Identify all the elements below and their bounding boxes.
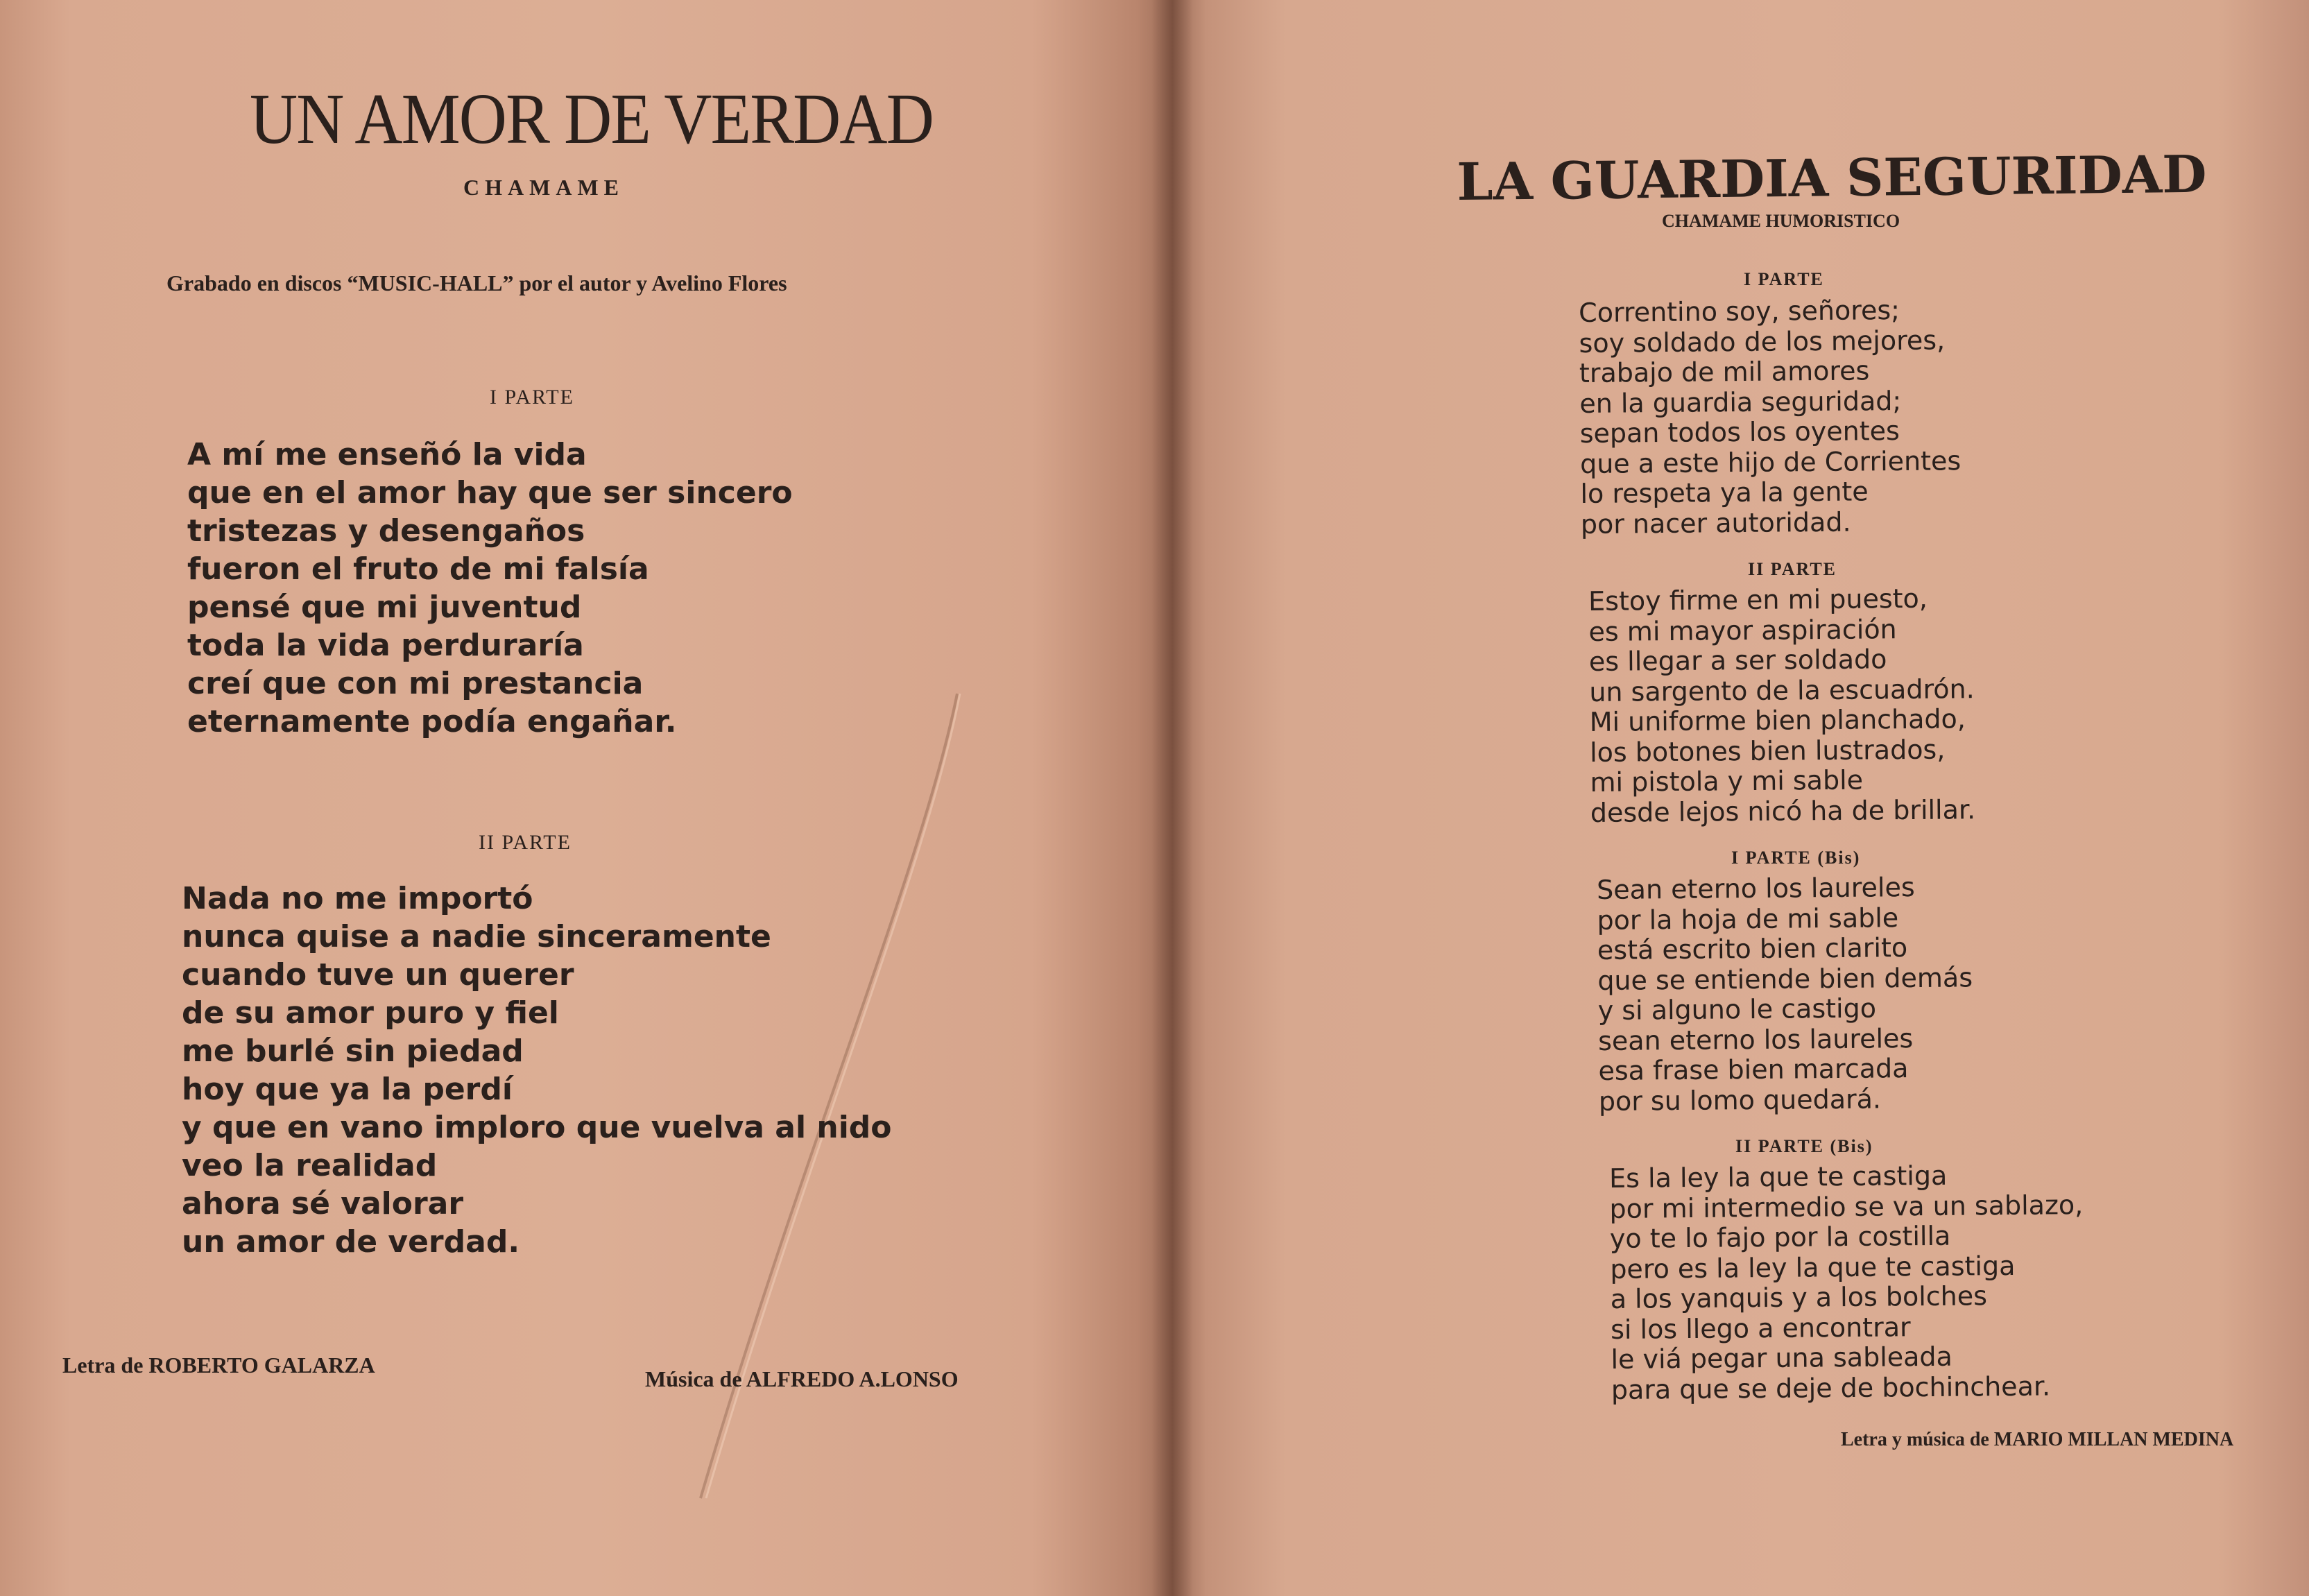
song-genre: CHAMAME HUMORISTICO bbox=[1662, 211, 1900, 231]
verse-line: le viá pegar una sableada bbox=[1611, 1341, 1953, 1375]
verse-line: soy soldado de los mejores, bbox=[1579, 324, 1946, 359]
verse-line: toda la vida perduraría bbox=[187, 628, 584, 663]
verse-line: A mí me enseñó la vida bbox=[187, 437, 587, 472]
song-title: UN AMOR DE VERDAD bbox=[250, 79, 933, 159]
section-label-ii-parte-bis: II PARTE (Bis) bbox=[1735, 1136, 1873, 1156]
verse-line: para que se deje de bochinchear. bbox=[1611, 1370, 2051, 1405]
verse-line: de su amor puro y fiel bbox=[182, 995, 559, 1031]
book-gutter bbox=[1151, 0, 1193, 1596]
verse-line: trabajo de mil amores bbox=[1579, 355, 1870, 388]
verse-block-2 bbox=[182, 879, 892, 1261]
verse-line: está escrito bien clarito bbox=[1597, 932, 1908, 966]
verse-line: Mi uniforme bien planchado, bbox=[1589, 703, 1966, 737]
right-page bbox=[1172, 0, 2309, 1596]
verse-line: los botones bien lustrados, bbox=[1589, 734, 1946, 768]
verse-block-2 bbox=[1588, 583, 1975, 828]
verse-block-1 bbox=[1579, 295, 1962, 540]
verse-line: mi pistola y mi sable bbox=[1590, 764, 1864, 798]
verse-line: por mi intermedio se va un sablazo, bbox=[1609, 1189, 2084, 1224]
verse-line: Sean eterno los laureles bbox=[1596, 871, 1915, 905]
verse-line: un sargento de la escuadrón. bbox=[1589, 673, 1975, 707]
verse-line: que a este hijo de Corrientes bbox=[1579, 445, 1962, 479]
verse-line: en la guardia seguridad; bbox=[1579, 385, 1902, 419]
music-credit: Música de ALFREDO A.LONSO bbox=[645, 1366, 959, 1391]
verse-line: nunca quise a nadie sinceramente bbox=[182, 919, 771, 954]
verse-block-3 bbox=[1597, 872, 1974, 1117]
verse-line: veo la realidad bbox=[182, 1148, 438, 1183]
verse-line: por su lomo quedará. bbox=[1598, 1083, 1882, 1117]
song-genre: CHAMAME bbox=[463, 175, 624, 200]
verse-line: sepan todos los oyentes bbox=[1579, 415, 1900, 449]
verse-block-1 bbox=[187, 436, 793, 741]
verse-line: hoy que ya la perdí bbox=[182, 1072, 513, 1107]
verse-line: lo respeta ya la gente bbox=[1580, 476, 1869, 509]
lyrics-music-credit: Letra y música de MARIO MILLAN MEDINA bbox=[1841, 1429, 2234, 1450]
verse-line: que se entiende bien demás bbox=[1597, 961, 1973, 996]
verse-line: a los yanquis y a los bolches bbox=[1610, 1280, 1988, 1314]
verse-line: tristezas y desengaños bbox=[187, 513, 585, 549]
verse-line: cuando tuve un querer bbox=[182, 957, 574, 993]
verse-line: un amor de verdad. bbox=[182, 1224, 520, 1260]
verse-line: si los llego a encontrar bbox=[1610, 1311, 1911, 1345]
verse-line: que en el amor hay que ser sincero bbox=[187, 475, 793, 510]
verse-line: Correntino soy, señores; bbox=[1578, 294, 1900, 328]
verse-line: fueron el fruto de mi falsía bbox=[187, 551, 649, 587]
verse-line: pero es la ley la que te castiga bbox=[1610, 1250, 2016, 1285]
verse-line: es mi mayor aspiración bbox=[1588, 613, 1897, 647]
section-label-ii-parte: II PARTE bbox=[479, 831, 572, 854]
section-label-i-parte-bis: I PARTE (Bis) bbox=[1731, 848, 1861, 868]
verse-line: esa frase bien marcada bbox=[1598, 1053, 1909, 1086]
section-label-i-parte: I PARTE bbox=[1744, 269, 1824, 289]
verse-line: es llegar a ser soldado bbox=[1588, 644, 1887, 677]
verse-line: eternamente podía engañar. bbox=[187, 704, 677, 739]
verse-line: Estoy firme en mi puesto, bbox=[1588, 583, 1928, 617]
verse-line: Es la ley la que te castiga bbox=[1608, 1160, 1948, 1194]
verse-line: por nacer autoridad. bbox=[1580, 506, 1851, 540]
section-label-i-parte: I PARTE bbox=[490, 386, 574, 409]
song-title: LA GUARDIA SEGURIDAD bbox=[1457, 144, 2207, 212]
verse-line: yo te lo fajo por la costilla bbox=[1609, 1220, 1951, 1254]
verse-line: creí que con mi prestancia bbox=[187, 666, 644, 701]
recording-note: Grabado en discos “MUSIC-HALL” por el autor y Avelino Flores bbox=[166, 271, 787, 295]
verse-line: desde lejos nicó ha de brillar. bbox=[1590, 793, 1976, 828]
verse-block-4 bbox=[1609, 1160, 2085, 1405]
verse-line: Nada no me importó bbox=[182, 881, 533, 916]
section-label-ii-parte: II PARTE bbox=[1748, 559, 1837, 579]
verse-line: me burlé sin piedad bbox=[182, 1033, 524, 1069]
verse-line: y que en vano imploro que vuelva al nido bbox=[182, 1110, 892, 1145]
verse-line: ahora sé valorar bbox=[182, 1186, 464, 1221]
verse-line: pensé que mi juventud bbox=[187, 590, 582, 625]
verse-line: por la hoja de mi sable bbox=[1597, 902, 1899, 936]
verse-line: y si alguno le castigo bbox=[1597, 993, 1877, 1026]
lyrics-credit: Letra de ROBERTO GALARZA bbox=[62, 1353, 375, 1378]
verse-line: sean eterno los laureles bbox=[1597, 1022, 1914, 1056]
